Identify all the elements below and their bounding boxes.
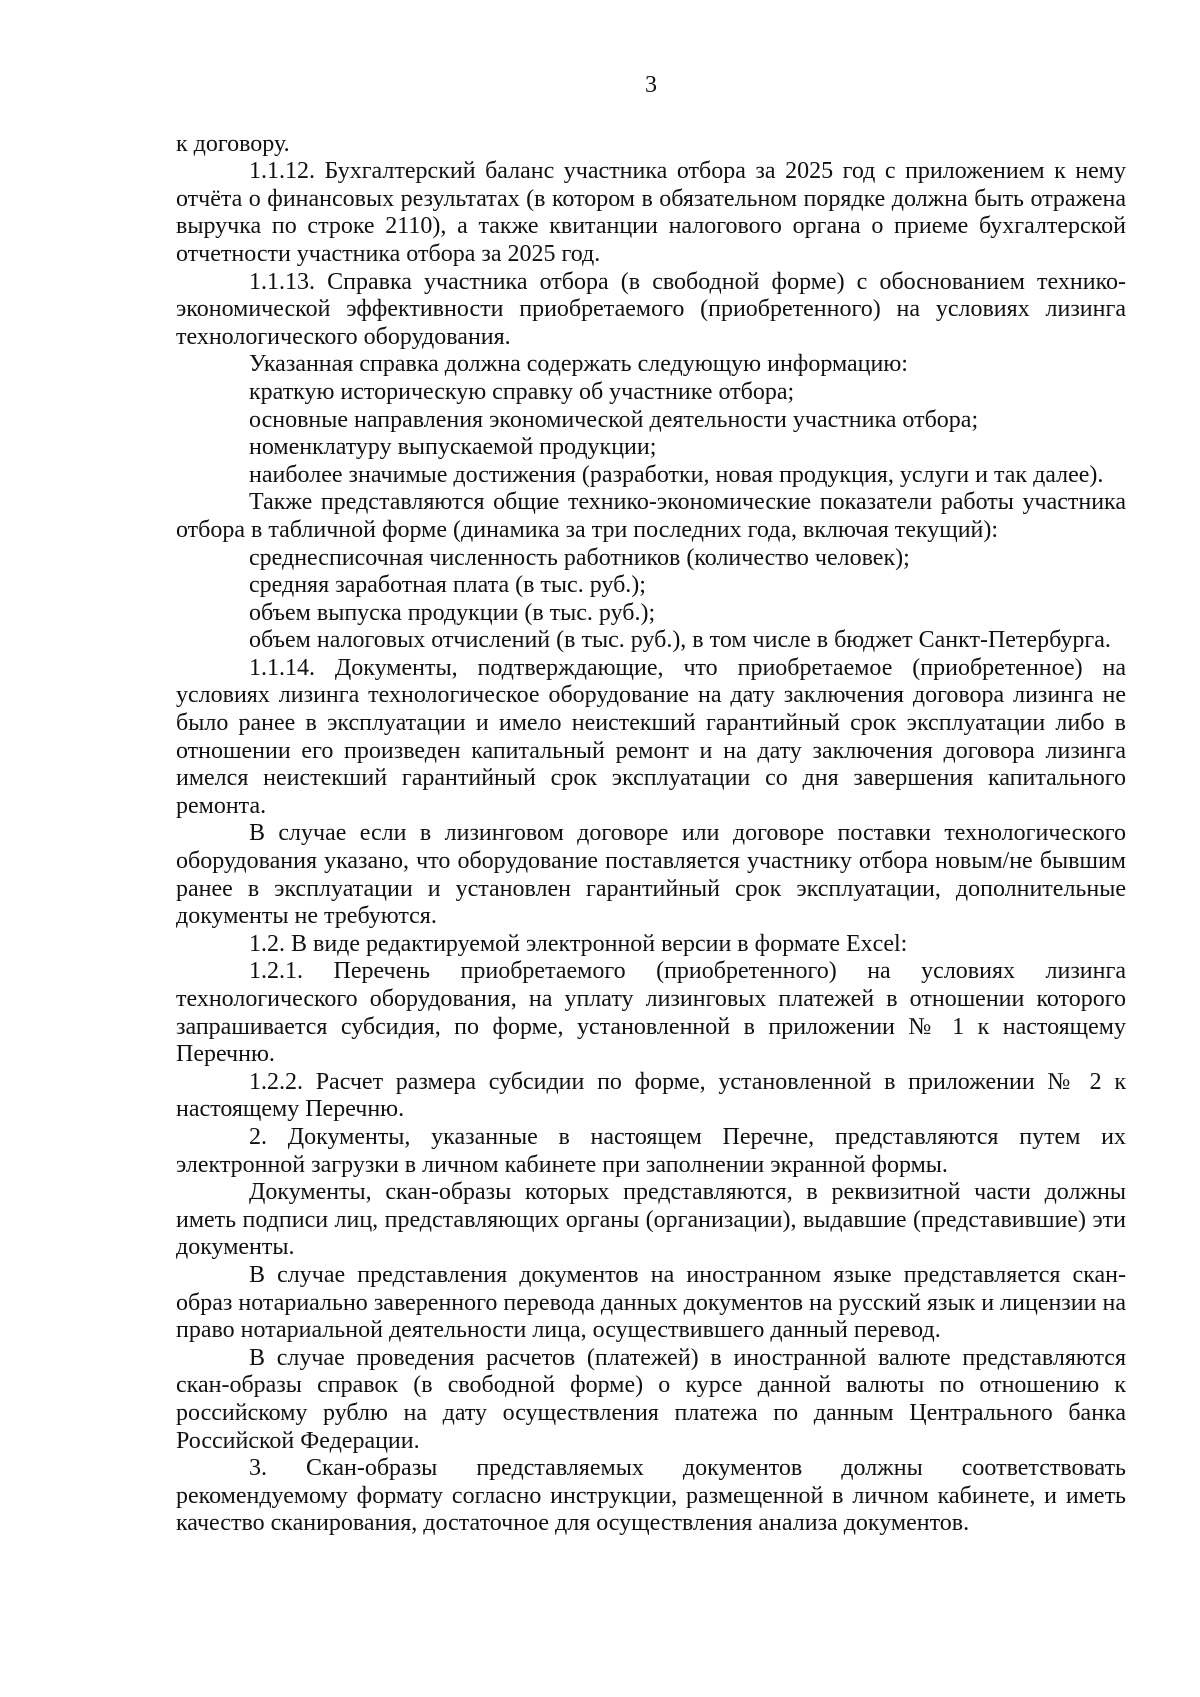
paragraph: 1.2. В виде редактируемой электронной версии в формате Excel: xyxy=(249,930,908,957)
paragraph: Указанная справка должна содержать следующую информацию: xyxy=(249,351,908,378)
paragraph: объем налоговых отчислений (в тыс. руб.), в том числе в бюджет Санкт-Петербурга. xyxy=(249,627,1111,654)
paragraph: средняя заработная плата (в тыс. руб.); xyxy=(249,572,646,599)
paragraph: Документы, скан-образы которых представляются, в реквизитной части должны иметь подписи лиц, представляющих органы (организации), выдавшие (представившие) эти документы. xyxy=(176,1179,1126,1261)
paragraph: 1.1.12. Бухгалтерский баланс участника отбора за 2025 год с приложением к нему отчёта о финансовых результатах (в котором в обязательном порядке должна быть отражена выручка по строке 2110), а также квитанции налогового органа о приеме бухгалтерской отчетности участника отбора за 2025 год. xyxy=(176,158,1126,267)
page-number: 3 xyxy=(645,72,657,98)
paragraph: к договору. xyxy=(176,130,290,157)
paragraph: основные направления экономической деятельности участника отбора; xyxy=(249,406,979,433)
paragraph: В случае представления документов на иностранном языке представляется скан-образ нотариально заверенного перевода данных документов на русский язык и лицензии на право нотариальной деятельности лица, осуществившего данный перевод. xyxy=(176,1261,1126,1344)
paragraph: В случае если в лизинговом договоре или договоре поставки технологического оборудования указано, что оборудование поставляется участнику отбора новым/не бывшим ранее в эксплуатации и установлен гарантийный срок эксплуатации, дополнительные документы не требуются. xyxy=(176,820,1126,930)
paragraph: Также представляются общие технико-экономические показатели работы участника отбора в табличной форме (динамика за три последних года, включая текущий): xyxy=(176,489,1126,543)
paragraph: наиболее значимые достижения (разработки, новая продукция, услуги и так далее). xyxy=(249,461,1104,488)
paragraph: 1.1.14. Документы, подтверждающие, что приобретаемое (приобретенное) на условиях лизинга технологическое оборудование на дату заключения договора лизинга не было ранее в эксплуатации и имело неистекший гарантийный срок эксплуатации либо в отношении его произведен капитальный ремонт и на дату заключения договора лизинга имелся неистекший гарантийный срок эксплуатации со дня завершения капитального ремонта. xyxy=(176,654,1126,819)
paragraph: 1.2.2. Расчет размера субсидии по форме, установленной в приложении № 2 к настоящему Перечню. xyxy=(176,1068,1126,1123)
paragraph: номенклатуру выпускаемой продукции; xyxy=(249,434,657,461)
paragraph: В случае проведения расчетов (платежей) в иностранной валюте представляются скан-образы справок (в свободной форме) о курсе данной валюты по отношению к российскому рублю на дату осуществления платежа по данным Центрального банка Российской Федерации. xyxy=(176,1344,1126,1454)
paragraph: объем выпуска продукции (в тыс. руб.); xyxy=(249,599,656,626)
paragraph: краткую историческую справку об участнике отбора; xyxy=(249,378,795,405)
paragraph: среднесписочная численность работников (количество человек); xyxy=(249,544,910,571)
paragraph: 3. Скан-образы представляемых документов должны соответствовать рекомендуемому формату согласно инструкции, размещенной в личном кабинете, и иметь качество сканирования, достаточное для осуществления анализа документов. xyxy=(176,1455,1126,1537)
paragraph: 2. Документы, указанные в настоящем Перечне, представляются путем их электронной загрузки в личном кабинете при заполнении экранной формы. xyxy=(176,1123,1126,1178)
document-page xyxy=(176,72,1126,1538)
paragraph: 1.2.1. Перечень приобретаемого (приобретенного) на условиях лизинга технологического оборудования, на уплату лизинговых платежей в отношении которого запрашивается субсидия, по форме, установленной в приложении № 1 к настоящему Перечню. xyxy=(176,958,1126,1068)
document-body xyxy=(176,131,1126,1538)
paragraph: 1.1.13. Справка участника отбора (в свободной форме) с обоснованием технико-экономической эффективности приобретаемого (приобретенного) на условиях лизинга технологического оборудования. xyxy=(176,268,1126,350)
